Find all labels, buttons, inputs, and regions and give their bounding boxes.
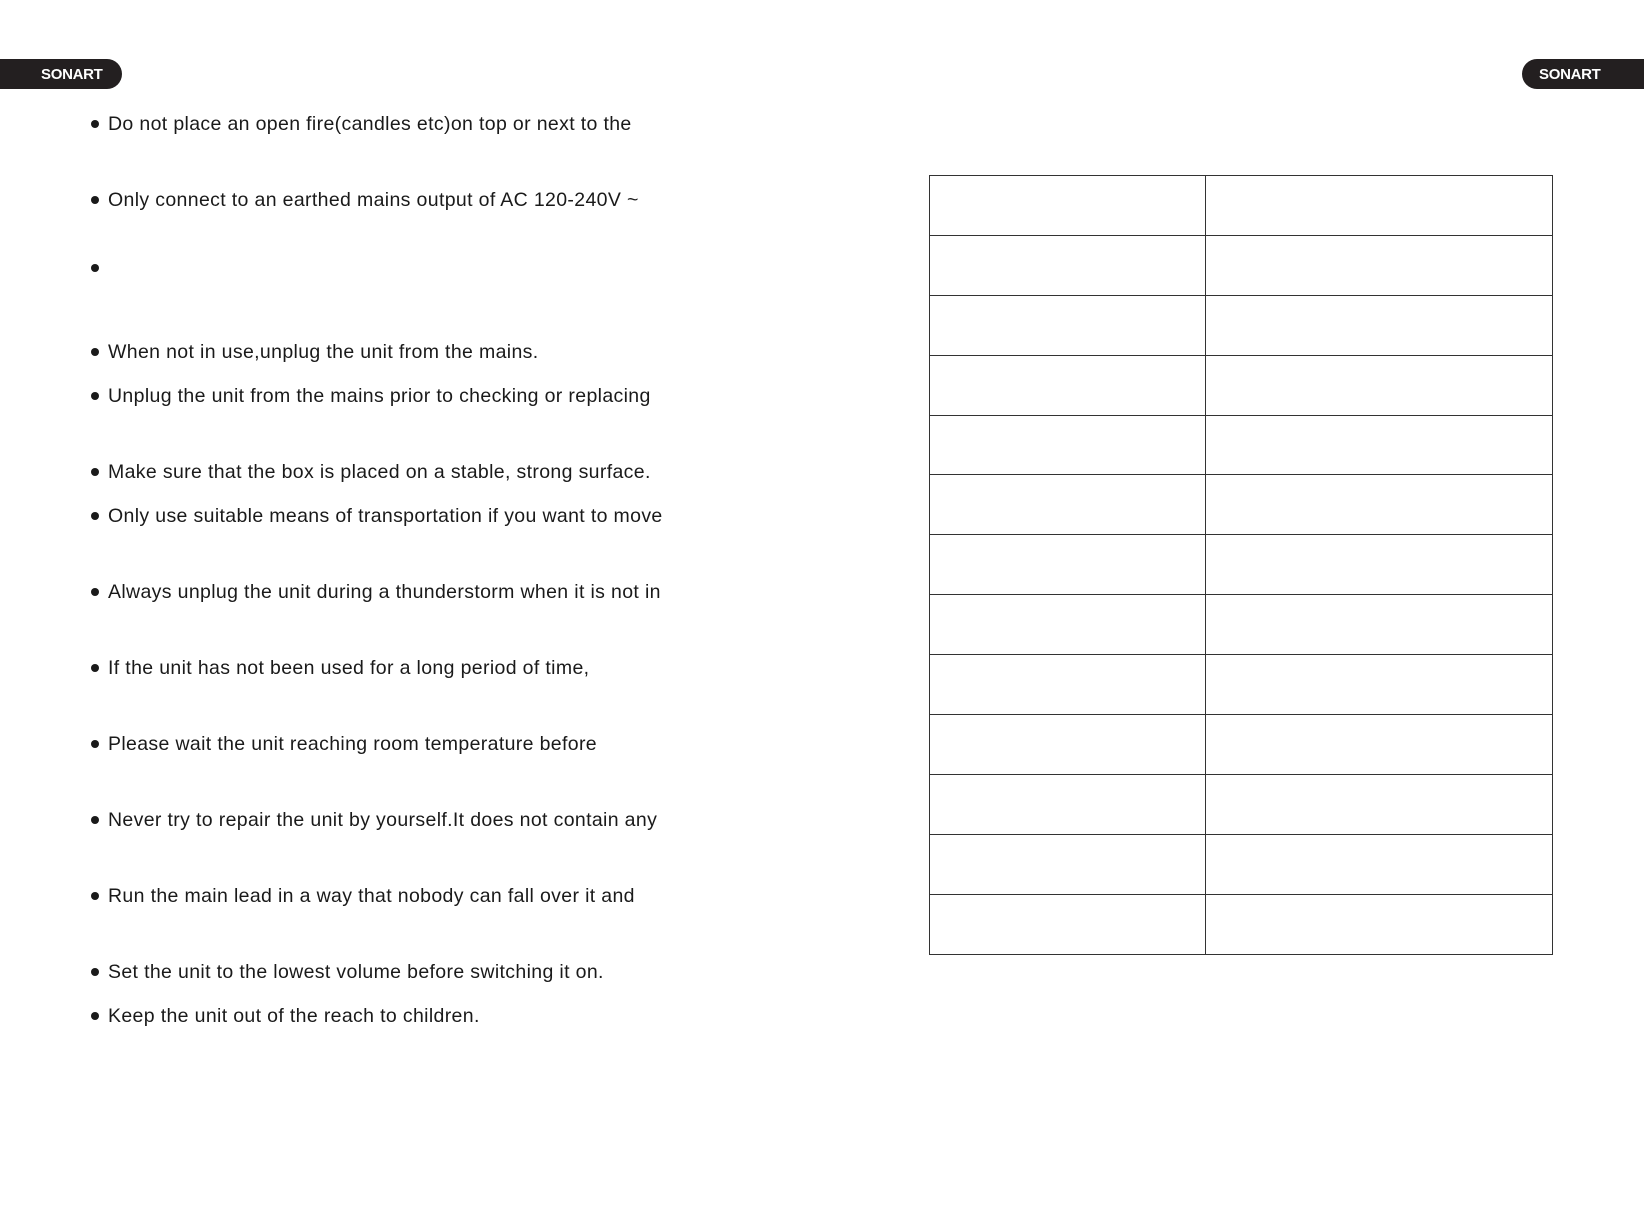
table-cell <box>1205 715 1552 775</box>
table-cell <box>1205 535 1552 595</box>
bullet-icon <box>91 120 99 128</box>
list-item-text: Keep the unit out of the reach to children. <box>108 1005 480 1027</box>
table-cell <box>930 295 1206 355</box>
list-item <box>91 960 604 984</box>
brand-logo-left-text: SONART <box>41 65 103 83</box>
list-item <box>91 1004 480 1028</box>
table-cell <box>930 475 1206 535</box>
table-row <box>930 715 1553 775</box>
spec-table <box>929 175 1553 955</box>
table-cell <box>930 715 1206 775</box>
table-cell <box>1205 176 1552 236</box>
list-item <box>91 384 651 408</box>
table-cell <box>930 235 1206 295</box>
table-row <box>930 894 1553 954</box>
list-item-text: When not in use,unplug the unit from the mains. <box>108 341 539 363</box>
list-item <box>91 188 639 212</box>
table-cell <box>1205 235 1552 295</box>
list-item-text: Do not place an open fire(candles etc)on top or next to the <box>108 113 632 135</box>
table-cell <box>1205 595 1552 655</box>
bullet-icon <box>91 664 99 672</box>
table-cell <box>930 595 1206 655</box>
brand-logo-right-text: SONART <box>1539 65 1601 83</box>
table-row <box>930 535 1553 595</box>
list-item <box>91 112 632 136</box>
list-item-text: Only connect to an earthed mains output of AC 120-240V ~ <box>108 189 639 211</box>
list-item-text: Make sure that the box is placed on a stable, strong surface. <box>108 461 651 483</box>
table-row <box>930 655 1553 715</box>
bullet-icon <box>91 588 99 596</box>
bullet-icon <box>91 816 99 824</box>
table-cell <box>1205 894 1552 954</box>
list-item-text: Unplug the unit from the mains prior to checking or replacing <box>108 385 651 407</box>
bullet-icon <box>91 968 99 976</box>
table-row <box>930 475 1553 535</box>
list-item <box>91 580 661 604</box>
list-item-text: Never try to repair the unit by yourself.It does not contain any <box>108 809 658 831</box>
table-cell <box>1205 295 1552 355</box>
list-item <box>91 884 635 908</box>
list-item-text: Only use suitable means of transportation if you want to move <box>108 505 663 527</box>
table-cell <box>930 355 1206 415</box>
table-row <box>930 176 1553 236</box>
table-row <box>930 834 1553 894</box>
table-cell <box>1205 415 1552 475</box>
table-row <box>930 774 1553 834</box>
table-row <box>930 235 1553 295</box>
table-cell <box>930 894 1206 954</box>
list-item <box>91 340 539 364</box>
table-cell <box>1205 355 1552 415</box>
list-item-text: Always unplug the unit during a thunderstorm when it is not in <box>108 581 661 603</box>
list-item <box>91 732 597 756</box>
table-cell <box>1205 834 1552 894</box>
list-item <box>91 460 651 484</box>
list-item-text: Set the unit to the lowest volume before switching it on. <box>108 961 604 983</box>
table-cell <box>930 834 1206 894</box>
table-cell <box>1205 655 1552 715</box>
table-cell <box>930 774 1206 834</box>
bullet-icon <box>91 740 99 748</box>
list-item-text: Please wait the unit reaching room temperature before <box>108 733 597 755</box>
bullet-icon <box>91 264 99 272</box>
list-item <box>91 264 108 272</box>
table-row <box>930 415 1553 475</box>
table-row <box>930 595 1553 655</box>
table-cell <box>930 415 1206 475</box>
table-cell <box>930 176 1206 236</box>
bullet-icon <box>91 1012 99 1020</box>
list-item <box>91 656 589 680</box>
bullet-icon <box>91 512 99 520</box>
list-item-text: Run the main lead in a way that nobody can fall over it and <box>108 885 635 907</box>
list-item <box>91 504 663 528</box>
table-row <box>930 295 1553 355</box>
bullet-icon <box>91 892 99 900</box>
table-row <box>930 355 1553 415</box>
bullet-icon <box>91 468 99 476</box>
bullet-icon <box>91 392 99 400</box>
safety-instructions-list <box>0 0 760 1225</box>
list-item-text: If the unit has not been used for a long period of time, <box>108 657 590 679</box>
table-cell <box>930 655 1206 715</box>
bullet-icon <box>91 348 99 356</box>
table-cell <box>1205 475 1552 535</box>
brand-logo-right <box>1522 59 1644 89</box>
table-cell <box>1205 774 1552 834</box>
table-cell <box>930 535 1206 595</box>
bullet-icon <box>91 196 99 204</box>
list-item <box>91 808 657 832</box>
